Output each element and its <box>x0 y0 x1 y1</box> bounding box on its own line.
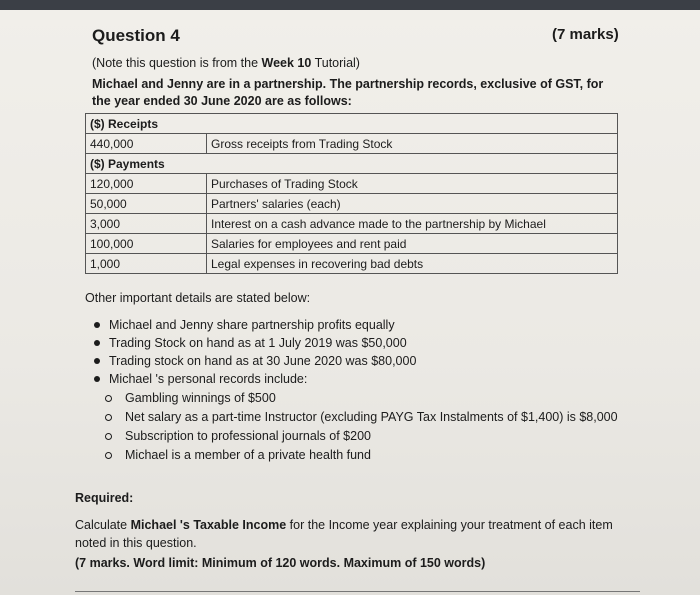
divider <box>75 591 640 592</box>
question-page <box>0 10 700 595</box>
bullet-dot-icon <box>94 376 100 382</box>
amount-cell: 440,000 <box>86 134 207 154</box>
amount-cell: 100,000 <box>86 234 207 254</box>
table-row <box>86 174 618 194</box>
note-suffix: Tutorial) <box>311 56 360 70</box>
question-marks: (7 marks) <box>552 26 619 43</box>
personal-records-sublist <box>105 390 625 466</box>
list-item <box>105 409 625 426</box>
required-heading: Required: <box>75 491 134 505</box>
receipts-header: ($) Receipts <box>86 114 618 134</box>
required-instruction <box>75 516 635 552</box>
list-item <box>105 428 625 445</box>
details-bullet-list <box>92 316 416 388</box>
bullet-text: Michael and Jenny share partnership profits equally <box>109 318 395 332</box>
sub-bullet-text: Gambling winnings of $500 <box>125 391 276 405</box>
hollow-bullet-icon <box>105 452 112 459</box>
calc-prefix: Calculate <box>75 518 131 532</box>
bullet-dot-icon <box>94 340 100 346</box>
receipts-header-row <box>86 114 618 134</box>
sub-bullet-text: Subscription to professional journals of $200 <box>125 429 371 443</box>
amount-cell: 120,000 <box>86 174 207 194</box>
list-item <box>92 352 416 370</box>
table-row <box>86 214 618 234</box>
payments-header: ($) Payments <box>86 154 618 174</box>
hollow-bullet-icon <box>105 433 112 440</box>
sub-bullet-text: Net salary as a part-time Instructor (excluding PAYG Tax Instalments of $1,400) is $8,000 <box>125 410 618 424</box>
list-item <box>92 334 416 352</box>
description-cell: Gross receipts from Trading Stock <box>207 134 618 154</box>
table-row <box>86 194 618 214</box>
bullet-dot-icon <box>94 358 100 364</box>
list-item <box>105 447 625 464</box>
question-intro: Michael and Jenny are in a partnership. The partnership records, exclusive of GST, for the year ended 30 June 2020 are as follows: <box>92 77 604 108</box>
table-row <box>86 134 618 154</box>
sub-bullet-text: Michael is a member of a private health fund <box>125 448 371 462</box>
table-row <box>86 234 618 254</box>
amount-cell: 3,000 <box>86 214 207 234</box>
calc-suffix: for the Income year explaining your treatment of each item noted in this question. <box>75 518 613 550</box>
list-item <box>105 390 625 407</box>
list-item <box>92 316 416 334</box>
bullet-dot-icon <box>94 322 100 328</box>
amount-cell: 1,000 <box>86 254 207 274</box>
amount-cell: 50,000 <box>86 194 207 214</box>
note-prefix: (Note this question is from the <box>92 56 262 70</box>
partnership-records-table <box>85 113 618 274</box>
list-item <box>92 370 416 388</box>
bullet-text: Michael 's personal records include: <box>109 372 308 386</box>
description-cell: Salaries for employees and rent paid <box>207 234 618 254</box>
description-cell: Legal expenses in recovering bad debts <box>207 254 618 274</box>
details-heading: Other important details are stated below: <box>85 291 311 305</box>
hollow-bullet-icon <box>105 395 112 402</box>
note-week: Week 10 <box>261 56 312 70</box>
bullet-text: Trading Stock on hand as at 1 July 2019 was $50,000 <box>109 336 407 350</box>
tutorial-note <box>92 56 360 70</box>
calc-bold: Michael 's Taxable Income <box>130 518 287 532</box>
question-title: Question 4 <box>92 26 180 45</box>
table-row <box>86 254 618 274</box>
word-limit: (7 marks. Word limit: Minimum of 120 words. Maximum of 150 words) <box>75 556 486 570</box>
hollow-bullet-icon <box>105 414 112 421</box>
description-cell: Purchases of Trading Stock <box>207 174 618 194</box>
description-cell: Interest on a cash advance made to the partnership by Michael <box>207 214 618 234</box>
payments-header-row <box>86 154 618 174</box>
bullet-text: Trading stock on hand as at 30 June 2020 was $80,000 <box>109 354 417 368</box>
description-cell: Partners' salaries (each) <box>207 194 618 214</box>
